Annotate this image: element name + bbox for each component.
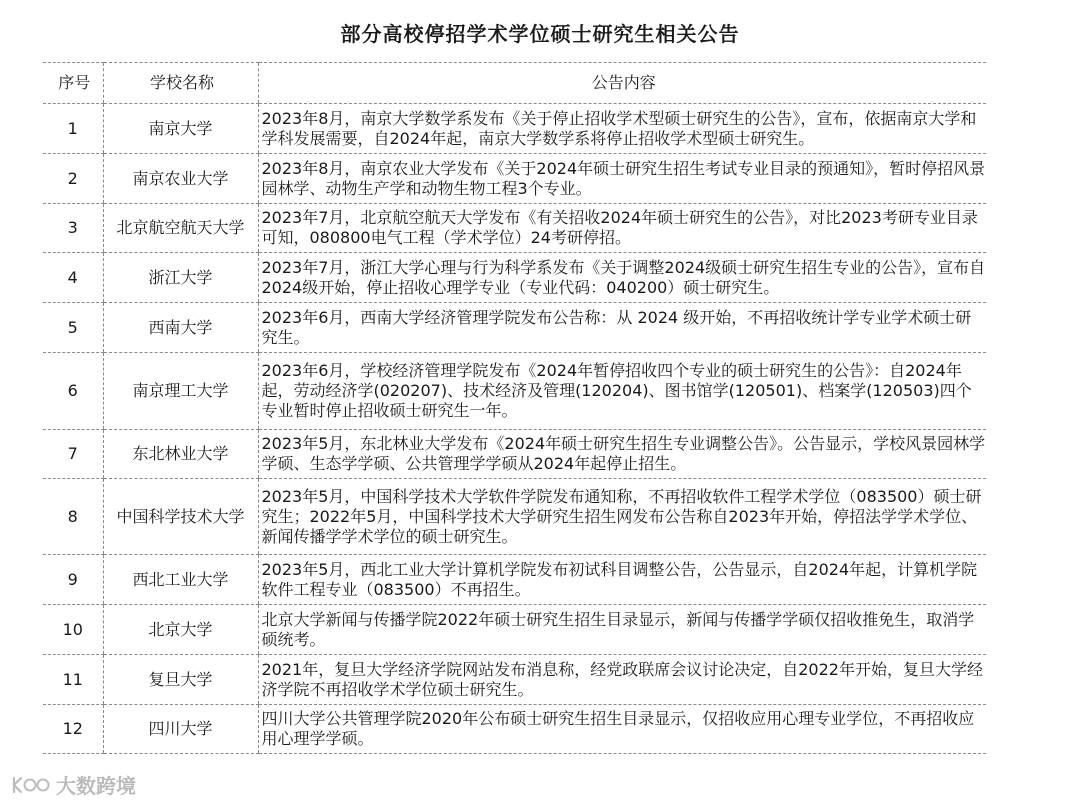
row-index: 3 (43, 204, 103, 253)
row-school-name: 复旦大学 (103, 655, 258, 705)
row-announcement-content: 2023年5月，西北工业大学计算机学院发布初试科目调整公告，公告显示，自2024年起，计算机学院软件工程专业（083500）不再招生。 (258, 555, 986, 605)
row-index: 9 (43, 555, 103, 605)
row-announcement-content: 2023年5月，东北林业大学发布《2024年硕士研究生招生专业调整公告》。公告显示，学校风景园林学学硕、生态学学硕、公共管理学学硕从2024年起停止招生。 (258, 430, 986, 479)
row-school-name: 北京航空航天大学 (103, 204, 258, 253)
row-school-name: 浙江大学 (103, 253, 258, 303)
table-row (43, 353, 986, 430)
watermark-text: 大数跨境 (56, 774, 136, 798)
row-school-name: 东北林业大学 (103, 430, 258, 479)
announcement-table (43, 62, 986, 754)
row-school-name: 西南大学 (103, 303, 258, 353)
row-school-name: 中国科学技术大学 (103, 479, 258, 555)
table-row (43, 154, 986, 204)
row-announcement-content: 2021年，复旦大学经济学院网站发布消息称，经党政联席会议讨论决定，自2022年开始，复旦大学经济学院不再招收学术学位硕士研究生。 (258, 655, 986, 705)
row-announcement-content: 2023年6月，西南大学经济管理学院发布公告称：从 2024 级开始，不再招收统计学专业学术硕士研究生。 (258, 303, 986, 353)
table-row (43, 705, 986, 754)
watermark (10, 770, 136, 799)
header-content: 公告内容 (258, 63, 986, 104)
table-row (43, 303, 986, 353)
row-announcement-content: 2023年8月，南京大学数学系发布《关于停止招收学术型硕士研究生的公告》，宣布，依据南京大学和学科发展需要，自2024年起，南京大学数学系将停止招收学术型硕士研究生。 (258, 104, 986, 154)
row-index: 10 (43, 605, 103, 655)
row-announcement-content: 2023年7月，北京航空航天大学发布《有关招收2024年硕士研究生的公告》，对比2023考研专业目录可知，080800电气工程（学术学位）24考研停招。 (258, 204, 986, 253)
row-index: 6 (43, 353, 103, 430)
row-index: 7 (43, 430, 103, 479)
table-row (43, 605, 986, 655)
row-announcement-content: 四川大学公共管理学院2020年公布硕士研究生招生目录显示，仅招收应用心理专业学位，不再招收应用心理学学硕。 (258, 705, 986, 754)
row-announcement-content: 2023年8月，南京农业大学发布《关于2024年硕士研究生招生考试专业目录的预通知》，暂时停招风景园林学、动物生产学和动物生物工程3个专业。 (258, 154, 986, 204)
table-row (43, 204, 986, 253)
row-index: 5 (43, 303, 103, 353)
row-index: 12 (43, 705, 103, 754)
table-row (43, 655, 986, 705)
row-school-name: 南京农业大学 (103, 154, 258, 204)
row-index: 1 (43, 104, 103, 154)
row-school-name: 南京大学 (103, 104, 258, 154)
row-school-name: 北京大学 (103, 605, 258, 655)
row-announcement-content: 2023年7月，浙江大学心理与行为科学系发布《关于调整2024级硕士研究生招生专业的公告》，宣布自2024级开始，停止招收心理学专业（专业代码：040200）硕士研究生。 (258, 253, 986, 303)
table-row (43, 555, 986, 605)
row-index: 2 (43, 154, 103, 204)
row-index: 8 (43, 479, 103, 555)
table-header-row (43, 63, 986, 104)
header-index: 序号 (43, 63, 103, 104)
table-row (43, 253, 986, 303)
row-index: 4 (43, 253, 103, 303)
row-school-name: 南京理工大学 (103, 353, 258, 430)
row-school-name: 四川大学 (103, 705, 258, 754)
row-announcement-content: 北京大学新闻与传播学院2022年硕士研究生招生目录显示，新闻与传播学学硕仅招收推免生，取消学硕统考。 (258, 605, 986, 655)
row-announcement-content: 2023年5月，中国科学技术大学软件学院发布通知称，不再招收软件工程学术学位（083500）硕士研究生；2022年5月，中国科学技术大学研究生招生网发布公告称自2023年开始，停招法学学术学位、新闻传播学学术学位的硕士研究生。 (258, 479, 986, 555)
row-school-name: 西北工业大学 (103, 555, 258, 605)
header-school: 学校名称 (103, 63, 258, 104)
row-announcement-content: 2023年6月，学校经济管理学院发布《2024年暂停招收四个专业的硕士研究生的公告》：自2024年起，劳动经济学(020207)、技术经济及管理(120204)、图书馆学(120501)、档案学(120503)四个专业暂时停止招收硕士研究生一年。 (258, 353, 986, 430)
table-row (43, 479, 986, 555)
table-row (43, 104, 986, 154)
brand-logo-icon (10, 774, 52, 796)
table-row (43, 430, 986, 479)
row-index: 11 (43, 655, 103, 705)
page-title: 部分高校停招学术学位硕士研究生相关公告 (340, 22, 740, 46)
